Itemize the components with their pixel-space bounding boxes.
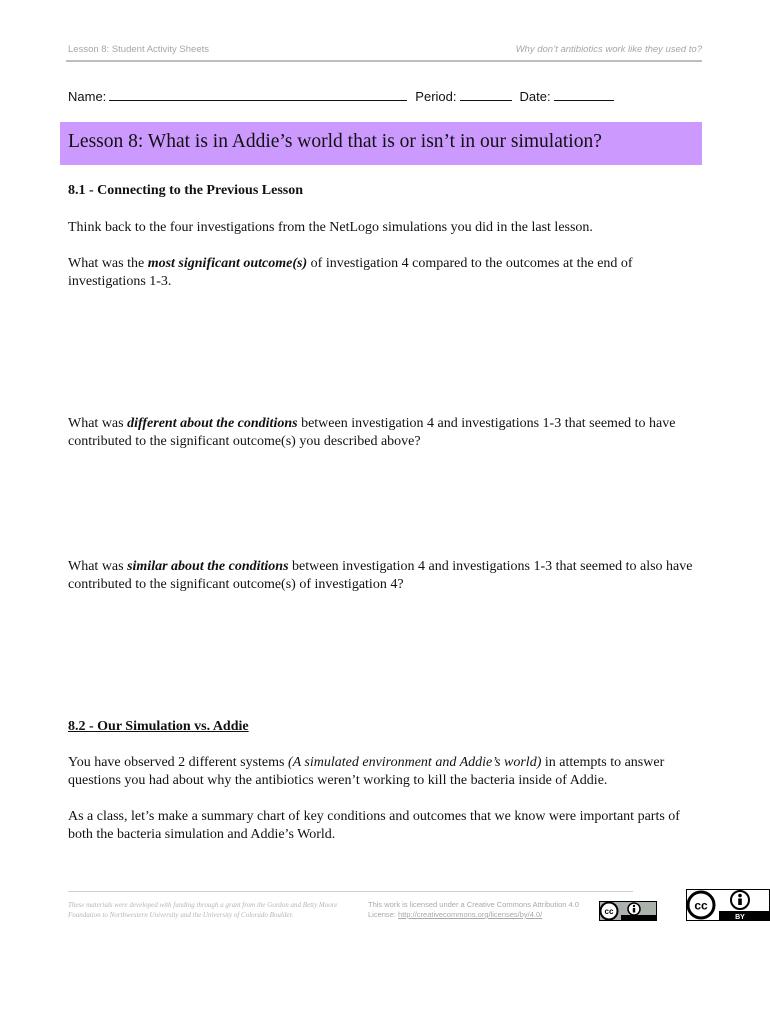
- license-text: This work is licensed under a Creative Commons Attribution 4.0 License:: [368, 900, 579, 919]
- period-blank[interactable]: [460, 87, 512, 101]
- section-heading-8-1: 8.1 - Connecting to the Previous Lesson: [68, 183, 304, 198]
- period-label: Period:: [415, 89, 457, 104]
- lesson-title-banner: [60, 122, 702, 165]
- question-3-emphasis: similar about the conditions: [127, 559, 289, 574]
- cc-by-small-icon: [599, 901, 657, 926]
- name-blank[interactable]: [109, 87, 407, 101]
- summary-chart-paragraph: As a class, let’s make a summary chart of key conditions and outcomes that we know were important parts of both the bacteria simulation and Addie’s World.: [68, 809, 680, 842]
- intro-paragraph: Think back to the four investigations from the NetLogo simulations you did in the last lesson.: [68, 220, 593, 235]
- question-1-emphasis: most significant outcome(s): [147, 256, 308, 271]
- question-2-post: between investigation 4 and investigations 1-3 that seemed to have contributed to the significant outcome(s) you described above?: [68, 416, 676, 449]
- cc-by-large-icon: [686, 889, 770, 926]
- question-1: [68, 255, 708, 291]
- cc-by-badge-label: BY: [735, 914, 745, 921]
- license-link[interactable]: http://creativecommons.org/licenses/by/4.0/: [398, 910, 543, 919]
- license-note: [368, 900, 583, 920]
- question-3-post: between investigation 4 and investigations 1-3 that seemed to also have contributed to the significant outcome(s) of investigation 4?: [68, 559, 693, 592]
- systems-paragraph: [68, 754, 708, 790]
- student-info-row: [68, 87, 614, 104]
- question-1-pre: What was the: [68, 256, 148, 271]
- question-2: [68, 415, 708, 451]
- funding-note: These materials were developed with funding through a grant from the Gordon and Betty Moore Foundation to Northwestern University and the University of Colorado Boulder.: [68, 901, 338, 919]
- svg-text:cc: cc: [694, 898, 708, 913]
- systems-pre: You have observed 2 different systems: [68, 755, 288, 770]
- systems-post: in attempts to answer questions you had about why the antibiotics weren’t working to kill the bacteria inside of Addie.: [68, 755, 665, 788]
- date-blank[interactable]: [554, 87, 614, 101]
- running-header-right: Why don’t antibiotics work like they used to?: [515, 44, 702, 55]
- question-3: [68, 558, 708, 594]
- systems-emphasis: (A simulated environment and Addie’s world): [287, 755, 542, 770]
- footer-divider: [68, 891, 633, 892]
- question-2-emphasis: different about the conditions: [127, 416, 298, 431]
- name-label: Name:: [68, 89, 107, 104]
- section-heading-8-2: 8.2 - Our Simulation vs. Addie: [68, 719, 249, 734]
- question-3-pre: What was: [68, 559, 128, 574]
- header-divider: [66, 60, 702, 62]
- question-1-post: of investigation 4 compared to the outcomes at the end of investigations 1-3.: [68, 256, 633, 289]
- question-2-pre: What was: [68, 416, 128, 431]
- running-header-left: Lesson 8: Student Activity Sheets: [68, 44, 210, 55]
- date-label: Date:: [519, 89, 551, 104]
- svg-text:cc: cc: [604, 907, 614, 916]
- lesson-title: Lesson 8: What is in Addie’s world that is or isn’t in our simulation?: [68, 131, 602, 152]
